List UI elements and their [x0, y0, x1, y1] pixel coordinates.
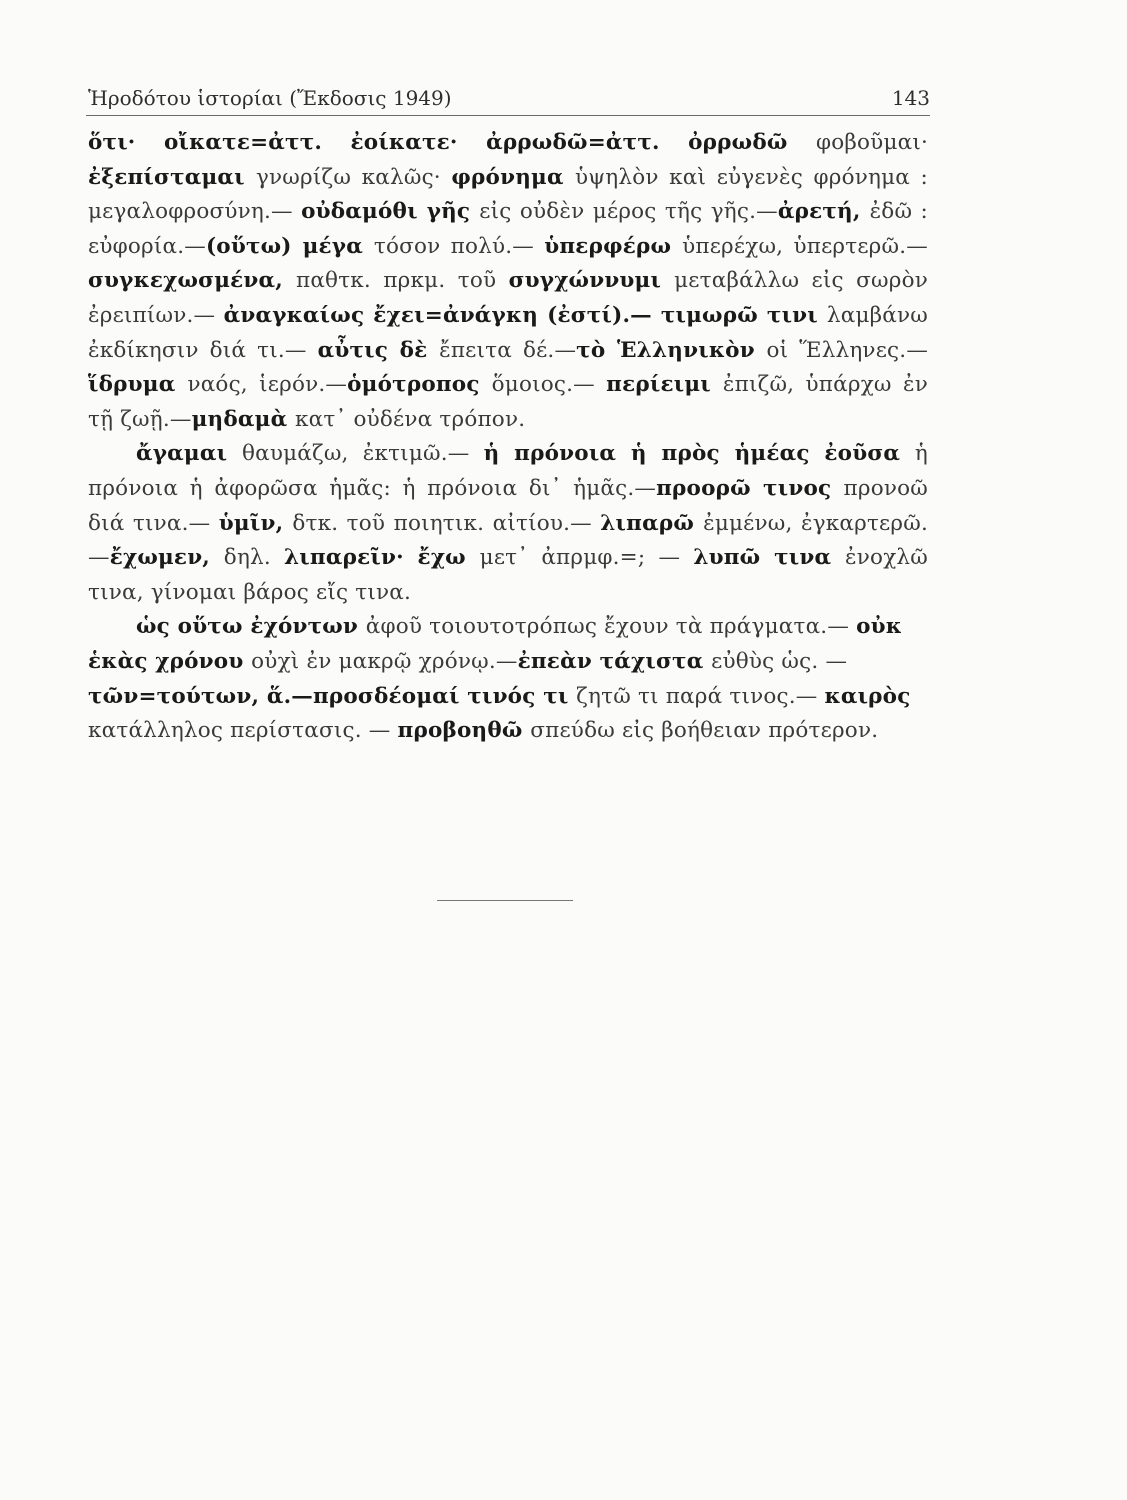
gloss: ἐμμένω, ἐγκαρτερῶ.— — [88, 510, 928, 571]
header-rule — [86, 115, 930, 116]
gloss: ἐνοχλῶ τινα, γίνομαι βάρος εἴς τινα. — [88, 545, 928, 605]
headword: (οὕτω) μέγα — [205, 233, 374, 259]
glossary-paragraph — [88, 437, 928, 610]
gloss: μετ᾽ ἀπρμφ.=; — — [479, 545, 694, 571]
gloss: κατάλληλος περίστασις. — — [88, 718, 398, 744]
headword: ἔχωμεν, — [109, 545, 224, 571]
gloss: ναός, ἱερόν.— — [187, 372, 348, 398]
headword: λιπαρῶ — [600, 510, 704, 536]
headword: προβοηθῶ — [397, 718, 531, 744]
gloss: εὐθὺς ὡς. — — [711, 648, 848, 674]
glossary-paragraph — [88, 610, 928, 748]
gloss: δτκ. τοῦ ποιητικ. αἰτίου.— — [292, 510, 601, 536]
headword: ὁμότροπος — [347, 372, 492, 398]
gloss: ἡ πρόνοια ἡ ἀφορῶσα ἡμᾶς: ἡ πρόνοια δι᾽ ἡμᾶς.— — [88, 441, 929, 501]
headword: ὑμῖν, — [218, 510, 293, 536]
gloss: εἰς οὐδὲν μέρος τῆς γῆς.— — [479, 199, 778, 225]
page-header — [88, 86, 930, 110]
headword: συγκεχωσμένα, — [88, 268, 296, 294]
headword: μηδαμὰ — [191, 406, 296, 432]
gloss: γνωρίζω καλῶς· — [255, 164, 452, 190]
headword: φρόνημα — [451, 164, 575, 190]
running-title: Ἡροδότου ἱστορίαι (Ἔκδοσις 1949) — [88, 86, 452, 110]
end-rule — [437, 900, 573, 901]
gloss: λαμβάνω ἐκδίκησιν διά τι.— — [88, 302, 928, 363]
headword: ἀρετή, — [777, 199, 870, 225]
gloss: ἐδῶ : εὐφορία.— — [88, 199, 929, 259]
headword: ὅτι· οἴκατε=ἀττ. ἐοίκατε· ἀρρωδῶ=ἀττ. ὀρρωδῶ — [88, 130, 816, 155]
headword: ἡ πρόνοια ἡ πρὸς ἡμέας ἐοῦσα — [483, 441, 915, 467]
headword: οὐδαμόθι γῆς — [301, 199, 480, 225]
headword: ἵδρυμα — [88, 372, 188, 398]
headword: οὐκ ἑκὰς χρόνου — [88, 614, 903, 674]
headword: αὖτις δὲ — [317, 337, 440, 363]
gloss: θαυμάζω, ἐκτιμῶ.— — [241, 441, 484, 467]
page-number: 143 — [891, 86, 930, 110]
gloss: ἐπιζῶ, ὑπάρχω ἐν τῇ ζωῇ.— — [88, 372, 928, 432]
gloss: τόσον πολύ.— — [373, 233, 545, 259]
headword: ἀναγκαίως ἔχει=ἀνάγκη (ἐστί).— τιμωρῶ τινι — [223, 302, 827, 328]
gloss: οὐχὶ ἐν μακρῷ χρόνῳ.— — [251, 648, 518, 674]
gloss: ὑψηλὸν καὶ εὐγενὲς φρόνημα : μεγαλοφροσύνη.— — [88, 164, 928, 225]
gloss: ὅμοιος.— — [491, 372, 607, 398]
headword: ἐξεπίσταμαι — [88, 164, 256, 190]
gloss: φοβοῦμαι· — [816, 130, 928, 155]
headword: ἐπεὰν τάχιστα — [517, 648, 712, 674]
gloss: σπεύδω εἰς βοήθειαν πρότερον. — [530, 718, 879, 744]
gloss: ζητῶ τι παρά τινος.— — [576, 683, 825, 709]
headword: ὑπερφέρω — [544, 233, 683, 259]
gloss: ἀφοῦ τοιουτοτρόπως ἔχουν τὰ πράγματα.— — [365, 614, 857, 640]
headword: προορῶ τινος — [656, 475, 844, 501]
gloss: οἱ Ἕλληνες.— — [766, 337, 929, 363]
headword: ἄγαμαι — [136, 441, 242, 467]
gloss: προνοῶ διά τινα.— — [88, 475, 928, 536]
headword: καιρὸς — [824, 683, 911, 709]
headword: λιπαρεῖν· ἔχω — [284, 545, 480, 571]
headword: τῶν=τούτων, ἅ.—προσδέομαί τινός τι — [88, 683, 577, 709]
headword: λυπῶ τινα — [693, 545, 846, 571]
glossary-text — [88, 126, 928, 749]
gloss: δηλ. — [223, 545, 285, 571]
headword: περίειμι — [606, 372, 723, 398]
gloss: κατ᾽ οὐδένα τρόπον. — [295, 406, 526, 432]
headword: συγχώννυμι — [508, 268, 675, 294]
headword: τὸ Ἑλληνικὸν — [576, 337, 767, 363]
gloss: παθτκ. πρκμ. τοῦ — [296, 268, 509, 294]
glossary-paragraph — [88, 126, 928, 437]
gloss: ἔπειτα δέ.— — [439, 337, 577, 363]
gloss: μεταβάλλω εἰς σωρὸν ἐρειπίων.— — [88, 268, 929, 328]
gloss: ὑπερέχω, ὑπερτερῶ.— — [682, 233, 928, 259]
headword: ὡς οὕτω ἐχόντων — [136, 614, 366, 640]
